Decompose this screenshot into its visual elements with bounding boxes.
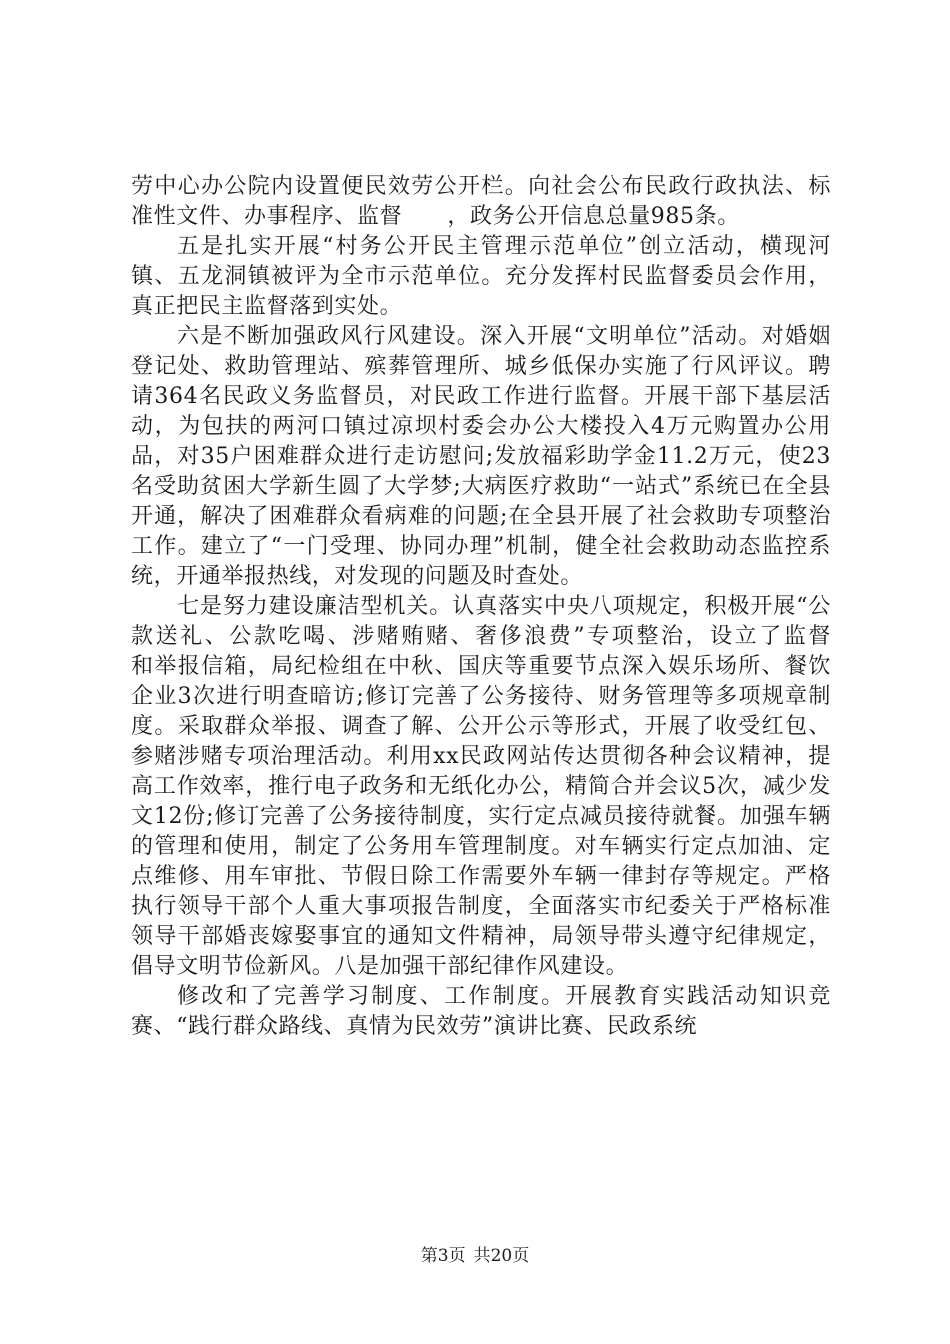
paragraph-5: 修改和了完善学习制度、工作制度。开展教育实践活动知识竞赛、“践行群众路线、真情为民效劳”演讲比赛、民政系统 <box>131 984 831 1039</box>
paragraph-1: 劳中心办公院内设置便民效劳公开栏。向社会公布民政行政执法、标准性文件、办事程序、监督 ，政务公开信息总量985条。 <box>131 174 831 229</box>
page-total: 共20页 <box>473 1246 530 1266</box>
page-number: 第3页 <box>420 1246 466 1266</box>
paragraph-3: 六是不断加强政风行风建设。深入开展“文明单位”活动。对婚姻登记处、救助管理站、殡葬管理所、城乡低保办实施了行风评议。聘请364名民政义务监督员，对民政工作进行监督。开展干部下基层活动，为包扶的两河口镇过凉坝村委会办公大楼投入4万元购置办公用品，对35户困难群众进行走访慰问;发放福彩助学金11.2万元，使23名受助贫困大学新生圆了大学梦;大病医疗救助“一站式”系统已在全县开通，解决了困难群众看病难的问题;在全县开展了社会救助专项整治工作。建立了“一门受理、协同办理”机制，健全社会救助动态监控系统，开通举报热线，对发现的问题及时查处。 <box>131 324 831 589</box>
paragraph-4: 七是努力建设廉洁型机关。认真落实中央八项规定，积极开展“公款送礼、公款吃喝、涉赌贿赌、奢侈浪费”专项整治，设立了监督 和举报信箱，局纪检组在中秋、国庆等重要节点深入娱乐场所、餐饮企业3次进行明查暗访;修订完善了公务接待、财务管理等多项规章制度。采取群众举报、调查了解、公开公示等形式，开展了收受红包、参赌涉赌专项治理活动。利用xx民政网站传达贯彻各种会议精神，提高工作效率，推行电子政务和无纸化办公，精简合并会议5次，减少发文12份;修订完善了公务接待制度，实行定点减员接待就餐。加强车辆的管理和使用，制定了公务用车管理制度。对车辆实行定点加油、定点维修、用车审批、节假日除工作需要外车辆一律封存等规定。严格执行领导干部个人重大事项报告制度，全面落实市纪委关于严格标准领导干部婚丧嫁娶事宜的通知文件精神，局领导带头遵守纪律规定，倡导文明节俭新风。八是加强干部纪律作风建设。 <box>131 594 877 979</box>
paragraph-2: 五是扎实开展“村务公开民主管理示范单位”创立活动，横现河镇、五龙洞镇被评为全市示范单位。充分发挥村民监督委员会作用，真正把民主监督落到实处。 <box>131 234 831 319</box>
document-body <box>131 172 877 1042</box>
page-footer <box>0 1245 950 1267</box>
